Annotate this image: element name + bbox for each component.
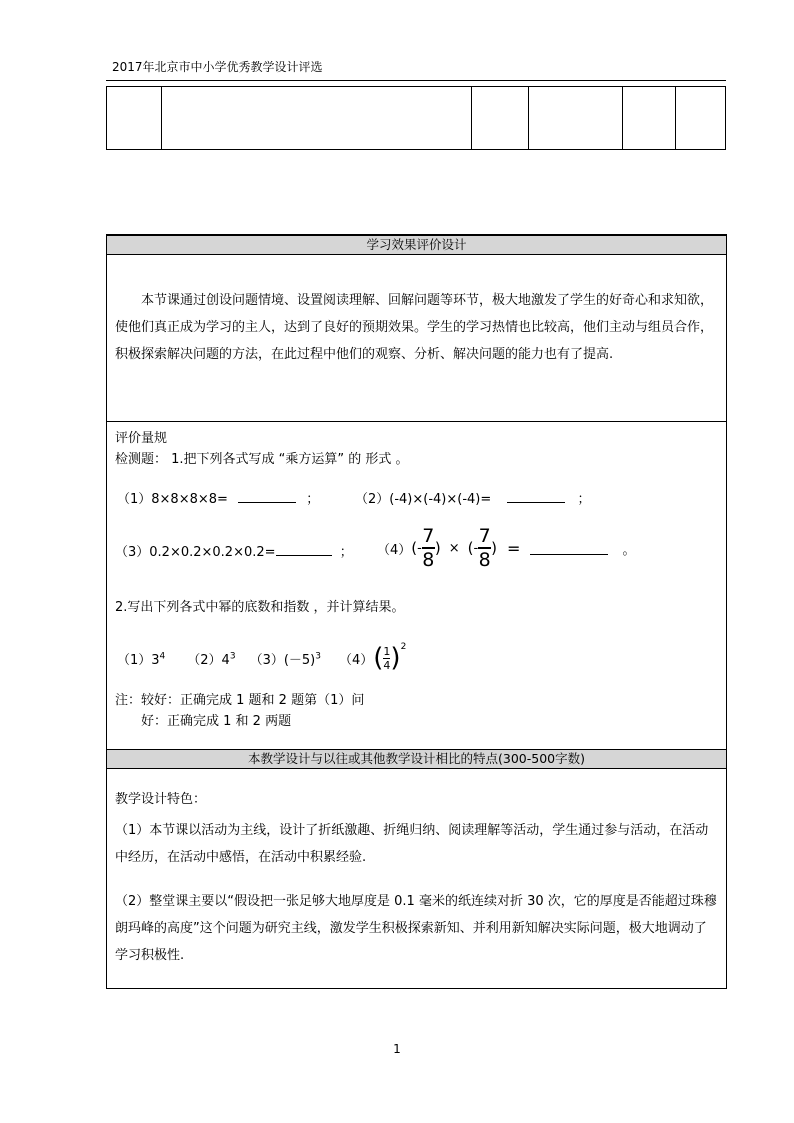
question-1-2 [355, 488, 591, 507]
semicolon: ； [339, 545, 353, 560]
answer-blank [530, 542, 608, 555]
answer-blank [238, 490, 296, 503]
q2-3: $(3)(-5)^3$ [249, 651, 321, 668]
note-line-1: 注：较好：正确完成 1 题和 2 题第（1）问 [115, 693, 365, 708]
question-1-1 [117, 488, 319, 507]
note-line-2: 好：正确完成 1 和 2 两题 [141, 714, 292, 729]
answer-blank [276, 543, 332, 556]
fraction-seven-eighths: $\frac{7}{8}$ [422, 525, 435, 571]
semicolon: ； [577, 492, 591, 507]
table-cell [161, 87, 471, 150]
table-cell [107, 87, 162, 150]
page-header-title: 2017年北京市中小学优秀教学设计评选 [112, 60, 323, 74]
answer-blank [507, 490, 565, 503]
feature-item-2: （2）整堂课主要以“假设把一张足够大地厚度是 0.1 毫米的纸连续对折 30 次，它的厚度是否能超过珠穆朗玛峰的高度”这个问题为研究主线，激发学生积极探索新知、并利用新知解决实际问题，极大地调动了学习积极性. [115, 894, 717, 963]
question-1-intro: 检测题： 1.把下列各式写成 “乘方运算” 的 形式 。 [115, 452, 409, 467]
times-sign: × [448, 540, 460, 556]
q2-2: $(2)4^3$ [187, 651, 236, 668]
q1-2-text: （2）(-4)×(-4)×(-4)= [355, 492, 492, 507]
fraction-one-quarter: 1 4 [383, 644, 391, 672]
table-cell [623, 87, 676, 150]
rubric-label: 评价量规 [115, 431, 168, 446]
period: 。 [622, 542, 636, 558]
continued-table [106, 86, 726, 150]
evaluation-table [106, 234, 727, 989]
page-number: 1 [393, 1042, 401, 1056]
equals-sign: = [507, 538, 521, 558]
minus-sign: - [417, 540, 422, 556]
features-label: 教学设计特色： [115, 792, 207, 807]
semicolon: ； [306, 492, 320, 507]
q1-3-text: （3）0.2×0.2×0.2×0.2= [115, 545, 276, 560]
table-cell [472, 87, 529, 150]
q2-4: （4） [338, 652, 374, 668]
table-cell [676, 87, 726, 150]
divider [107, 421, 726, 422]
question-1-4: （4） ( - $\frac{7}{8}$ ) × ( - $\frac{7}{8}$ ) = 。 [377, 525, 636, 571]
section-title-features: 本教学设计与以往或其他教学设计相比的特点(300-500字数) [107, 749, 726, 769]
question-2-items: $(1)3^4$ $(2)4^3$ $(3)(-5)^3$ （4） ( 1 4 ) $^2$ [117, 642, 407, 673]
q1-4-prefix: （4） [377, 542, 412, 558]
evaluation-paragraph: 本节课通过创设问题情境、设置阅读理解、回解问题等环节，极大地激发了学生的好奇心和求知欲，使他们真正成为学习的主人，达到了良好的预期效果。学生的学习热情也比较高，他们主动与组员合作，积极探索解决问题的方法，在此过程中他们的观察、分析、解决问题的能力也有了提高. [115, 293, 714, 362]
minus-sign: - [473, 540, 479, 556]
question-1-3 [115, 541, 353, 560]
q2-4-exponent: 2 [400, 642, 407, 652]
table-cell [528, 87, 623, 150]
header-rule [106, 80, 726, 81]
q1-1-text: （1）8×8×8×8= [117, 492, 228, 507]
feature-item-1: （1）本节课以活动为主线，设计了折纸激趣、折绳归纳、阅读理解等活动，学生通过参与活动，在活动中经历，在活动中感悟，在活动中积累经验. [115, 823, 709, 865]
fraction-seven-eighths: $\frac{7}{8}$ [478, 525, 491, 571]
question-2-intro: 2.写出下列各式中幂的底数和指数 ，并计算结果。 [115, 600, 405, 615]
section-title-evaluation: 学习效果评价设计 [107, 235, 726, 255]
q2-1: $(1)3^4$ [117, 651, 166, 668]
